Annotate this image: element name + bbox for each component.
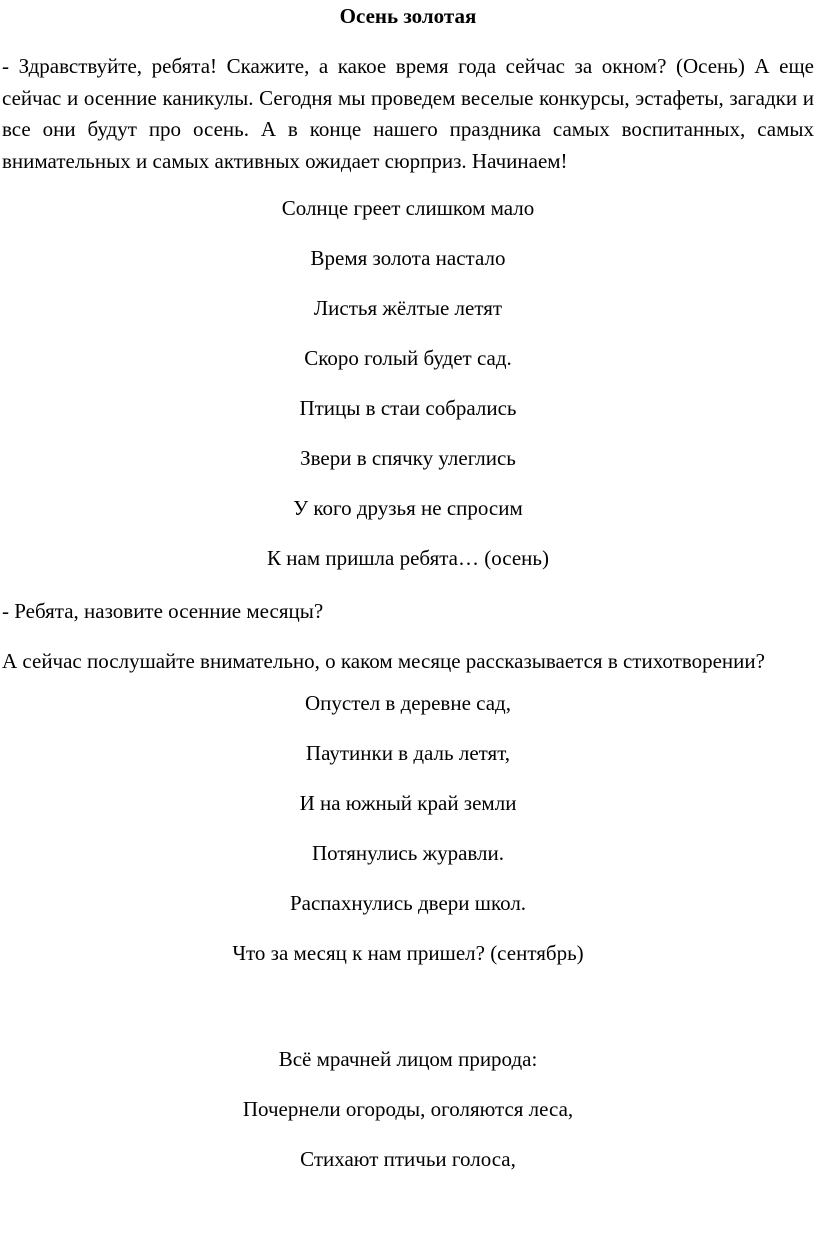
verse-line: Листья жёлтые летят xyxy=(313,296,503,320)
document-title: Осень золотая xyxy=(339,4,477,28)
verse-line: Звери в спячку улеглись xyxy=(300,446,516,470)
verse-line: Время золота настало xyxy=(310,246,506,270)
verse-line: Паутинки в даль летят, xyxy=(305,741,511,765)
riddle-autumn xyxy=(2,196,814,596)
verse-line: И на южный край земли xyxy=(299,791,517,815)
verse-line: Стихают птичьи голоса, xyxy=(300,1147,516,1171)
verse-line: Птицы в стаи собрались xyxy=(299,396,517,420)
verse-line: Потянулись журавли. xyxy=(311,841,505,865)
riddle-next xyxy=(2,1047,814,1197)
verse-line: Скоро голый будет сад. xyxy=(304,346,512,370)
riddle-september xyxy=(2,691,814,991)
question-listen: А сейчас послушайте внимательно, о каком месяце рассказывается в стихотворении? xyxy=(2,648,765,673)
verse-line: Что за месяц к нам пришел? (сентябрь) xyxy=(232,941,584,965)
intro-paragraph: - Здравствуйте, ребята! Скажите, а какое время года сейчас за окном? (Осень) А еще сейчас и осенние каникулы. Сегодня мы проведем веселые конкурсы, эстафеты, загадки и все они будут про осень. А в конце нашего праздника самых воспитанных, самых внимательных и самых активных ожидает сюрприз. Начинаем! xyxy=(2,54,814,173)
verse-line: К нам пришла ребята… (осень) xyxy=(267,546,549,570)
verse-line: Почернели огороды, оголяются леса, xyxy=(242,1097,574,1121)
verse-line: Всё мрачней лицом природа: xyxy=(278,1047,538,1071)
verse-line: Опустел в деревне сад, xyxy=(304,691,511,715)
verse-line: У кого друзья не спросим xyxy=(293,496,523,520)
verse-line: Солнце греет слишком мало xyxy=(281,196,535,220)
verse-line: Распахнулись двери школ. xyxy=(289,891,527,915)
question-months: - Ребята, назовите осенние месяцы? xyxy=(2,599,324,623)
